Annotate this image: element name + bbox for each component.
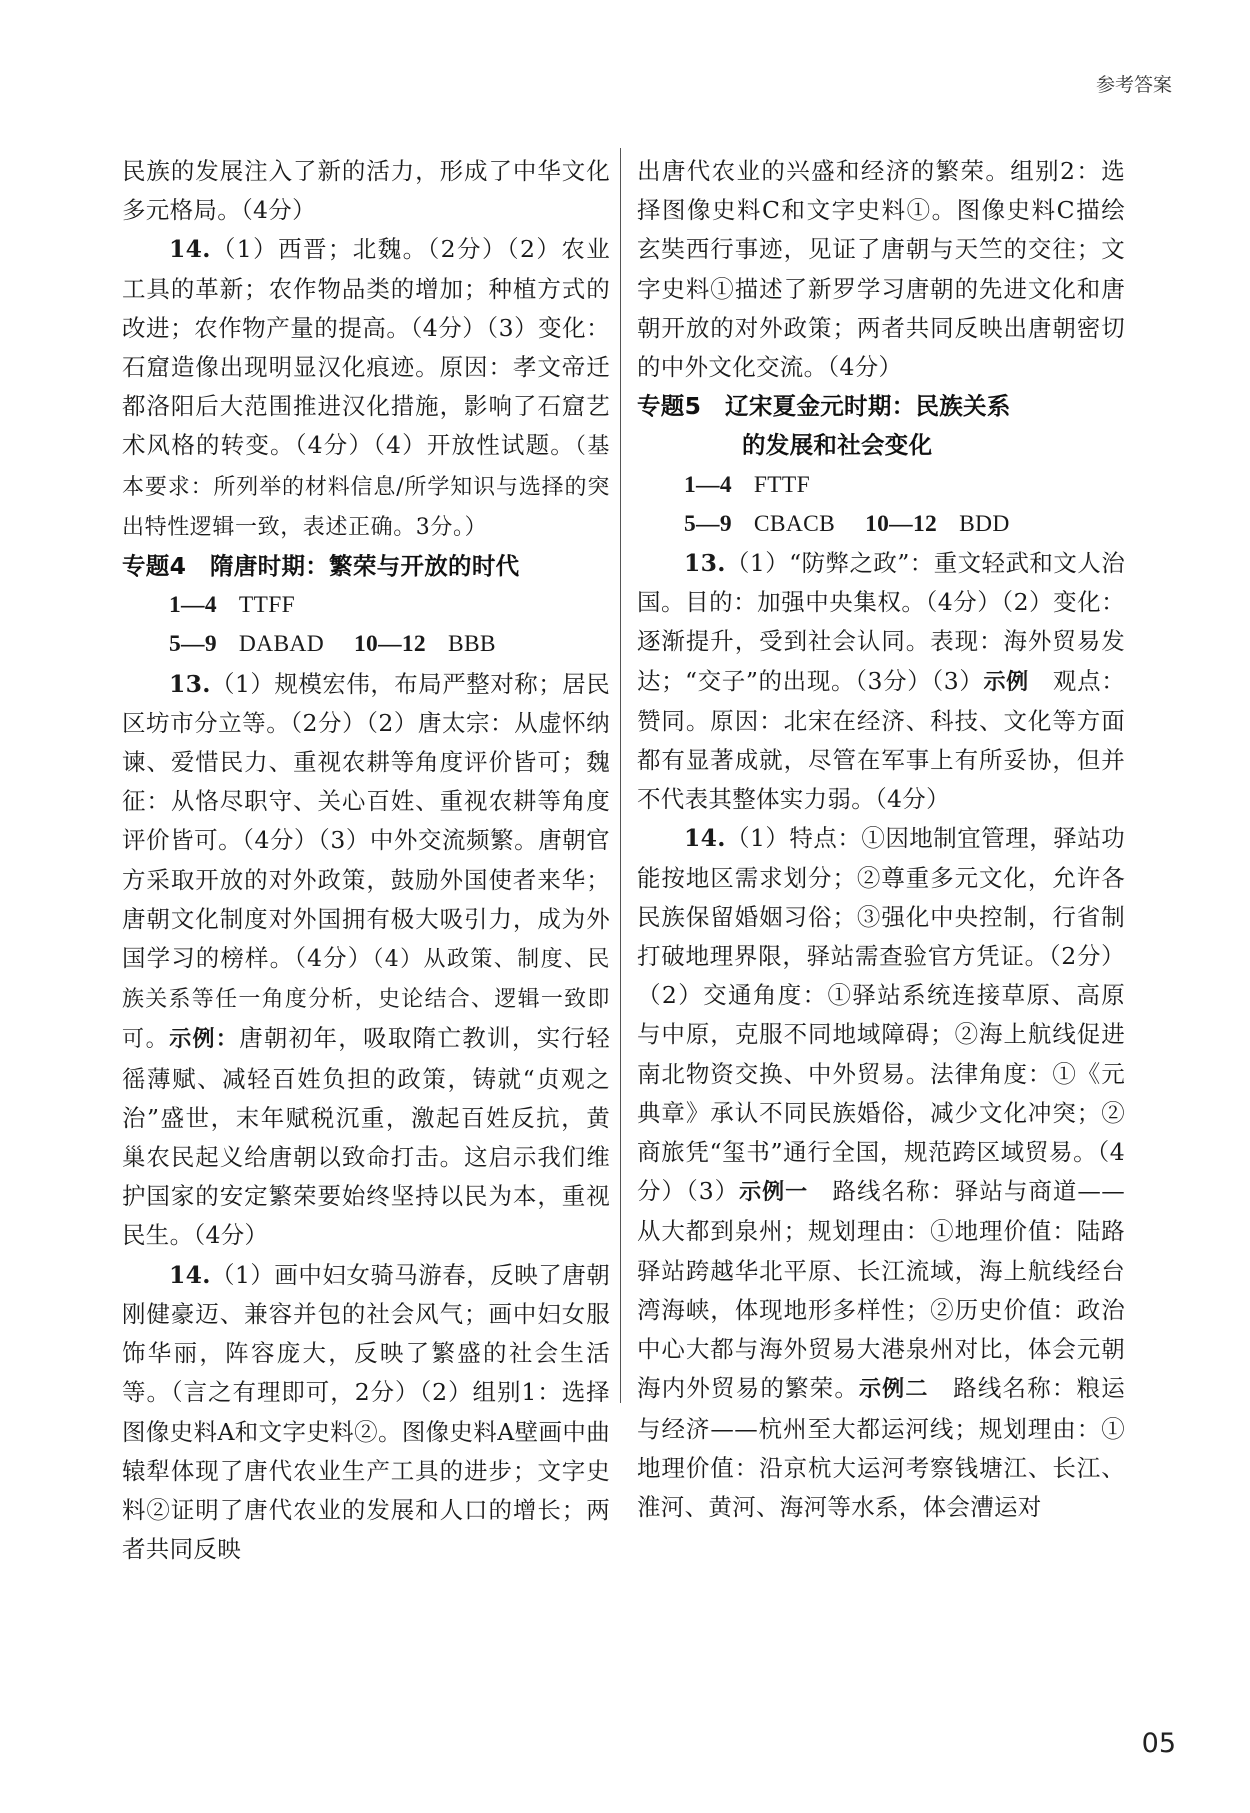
question-number: 14.	[169, 1260, 211, 1289]
answer-value: BDD	[959, 510, 1010, 537]
answer-range: 10—12	[353, 631, 426, 658]
left-paragraph-1: 民族的发展注入了新的活力，形成了中华文化多元格局。（4分）	[122, 157, 610, 225]
question-number: 14.	[169, 235, 211, 264]
right-column	[637, 152, 1125, 1527]
example-1-text: 路线名称：驿站与商道——从大都到泉州；规划理由：①地理价值：陆路驿站跨越华北平原、长江流域，海上航线经台湾海峡，体现地形多样性；②历史价值：政治中心大都与海外贸易大港泉州对比，体会元朝海内外贸易的繁荣。	[637, 1177, 1125, 1403]
question-text: （1）画中妇女骑马游春，反映了唐朝刚健豪迈、兼容并包的社会风气；画中妇女服饰华丽，阵容庞大，反映了繁盛的社会生活等。（言之有理即可，2分）（2）组别1：选择图像史料A和文字史料②。图像史料A壁画中曲辕犁体现了唐代农业生产工具的进步；文字史料②证明了唐代农业的发展和人口的增长；两者共同反映	[122, 1260, 610, 1564]
answer-row-1	[122, 586, 610, 625]
question-text: （1）特点：①因地制宜管理，驿站功能按地区需求划分；②尊重多元文化，允许各民族保留婚姻习俗；③强化中央控制，行省制打破地理界限，驿站需查验官方凭证。（2分）（2）交通角度：①驿站系统连接草原、高原与中原，克服不同地域障碍；②海上航线促进南北物资交换、中外贸易。法律角度：①《元典章》承认不同民族婚俗，减少文化冲突；②商旅凭“玺书”通行全国，规范跨区域贸易。（4分）（3）	[637, 824, 1125, 1206]
answer-value: TTFF	[238, 592, 295, 619]
page-number: 05	[1141, 1728, 1176, 1759]
example-1-label: 示例一	[739, 1180, 809, 1206]
question-number: 13.	[684, 549, 726, 578]
question-text: （1）规模宏伟，布局严整对称；居民区坊市分立等。（2分）（2）唐太宗：从虚怀纳谏、爱惜民力、重视农耕等角度评价皆可；魏征：从恪尽职守、关心百姓、重视农耕等角度评价皆可。（4分）（3）中外交流频繁。唐朝官方采取开放的对外政策，鼓励外国使者来华；唐朝文化制度对外国拥有极大吸引力，成为外国学习的榜样。（4分）	[122, 669, 610, 973]
answer-row-1	[637, 466, 1125, 505]
left-question-14b	[122, 1256, 610, 1570]
topic-5-heading-line2: 的发展和社会变化	[742, 431, 933, 460]
example-text: 唐朝初年，吸取隋亡教训，实行轻徭薄赋、减轻百姓负担的政策，铸就“贞观之治”盛世，末年赋税沉重，激起百姓反抗，黄巢农民起义给唐朝以致命打击。这启示我们维护国家的安定繁荣要始终坚持以民为本，重视民生。（4分）	[122, 1024, 611, 1250]
answer-value: DABAD	[238, 631, 324, 658]
question-note: （基本要求：所列举的材料信息/所学知识与选择的突出特性逻辑一致，表述正确。3分。）	[122, 434, 610, 540]
question-number: 13.	[169, 669, 211, 698]
example-2-label: 示例二	[859, 1377, 929, 1403]
answer-range: 1—4	[684, 471, 732, 498]
example-2-text: 路线名称：粮运与经济——杭州至大都运河线；规划理由：①地理价值：沿京杭大运河考察钱塘江、长江、淮河、黄河、海河等水系，体会漕运对	[637, 1374, 1126, 1521]
left-question-13	[122, 665, 610, 1256]
question-number: 14.	[684, 824, 726, 853]
topic-5-heading-line1: 专题5 辽宋夏金元时期：民族关系	[637, 392, 1011, 421]
example-label: 示例	[983, 669, 1029, 695]
question-text: （1）西晋；北魏。（2分）（2）农业工具的革新；农作物品类的增加；种植方式的改进；农作物产量的提高。（4分）（3）变化：石窟造像出现明显汉化痕迹。原因：孝文帝迁都洛阳后大范围推进汉化措施，影响了石窟艺术风格的转变。（4分）（4）开放性试题。	[122, 235, 610, 460]
left-question-14	[122, 230, 610, 547]
example-text: 观点：赞同。原因：北宋在经济、科技、文化等方面都有显著成就，尽管在军事上有所妥协，但并不代表其整体实力弱。（4分）	[637, 666, 1126, 814]
header-title: 参考答案	[1095, 74, 1172, 96]
right-paragraph-1: 出唐代农业的兴盛和经济的繁荣。组别2：选择图像史料C和文字史料①。图像史料C描绘玄奘西行事迹，见证了唐朝与天竺的交往；文字史料①描述了新罗学习唐朝的先进文化和唐朝开放的对外政策；两者共同反映出唐朝密切的中外文化交流。（4分）	[637, 157, 1125, 382]
example-label: 示例：	[169, 1027, 240, 1053]
question-text: （1）“防弊之政”：重文轻武和文人治国。目的：加强中央集权。（4分）（2）变化：逐渐提升，受到社会认同。表现：海外贸易发达；“交子”的出现。（3分）（3）	[637, 549, 1125, 695]
answer-range: 5—9	[684, 510, 732, 537]
right-question-13	[637, 544, 1125, 819]
left-column	[122, 152, 610, 1569]
answer-range: 10—12	[865, 510, 938, 537]
right-question-14	[637, 819, 1125, 1527]
answer-value: CBACB	[753, 510, 836, 537]
answer-value: BBB	[447, 631, 496, 658]
answer-range: 5—9	[169, 631, 217, 658]
answer-value: FTTF	[753, 471, 810, 498]
answer-row-2	[637, 505, 1125, 544]
column-divider	[620, 148, 621, 1403]
question-note: （4）从政策、制度、民族关系等任一角度分析，史论结合、逻辑一致即可。	[122, 947, 610, 1053]
topic-4-heading: 专题4 隋唐时期：繁荣与开放的时代	[122, 552, 520, 581]
answer-row-2	[122, 625, 610, 664]
answer-range: 1—4	[169, 592, 217, 619]
